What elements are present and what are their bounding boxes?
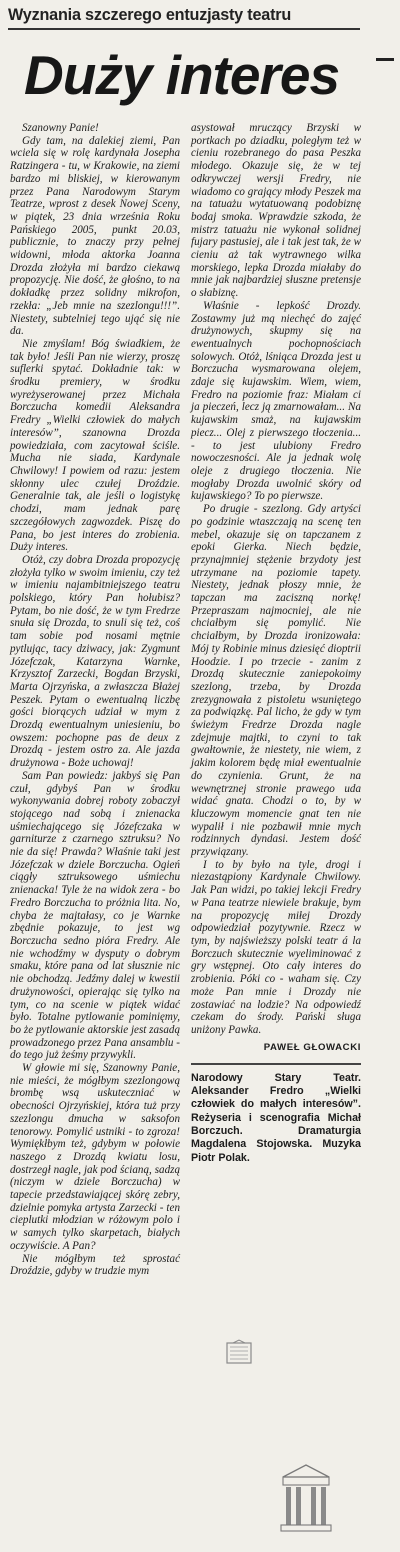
paragraph: asystował mruczący Brzyski w portkach po dziadku, poległym też w cieniu rozebranego do pasa Peszka młodego. Okazuje się, że w tej odkrywczej wersji Fredry, nie wiadomo co grający młody Peszek ma na tatuażu wytatuowaną podobiznę bodaj smoka. Wprawdzie szkoda, że mistrz tatuażu nie wykonał solidnej fujary pastusiej, ale i tak jest tak, że w cieniu aż tak wytrawnego wilka morskiego, lepka Drozda miałaby do mnie jak najbardziej słuszne pretensje o słabiznę. (191, 122, 361, 300)
paragraph: Właśnie - lepkość Drozdy. Zostawmy już mą niechęć do zajęć drużynowych, skupmy się na ewentualnych pochopnościach solowych. Otóż, lśniąca Drozda jest u Borczucha wysmarowana olejem, zdaje się kujawskim. Wiem, wiem, Fredro na poziomie fraz: Miałam ci ja pieczeń, lecz ją zmarnowałam... Na kujawskim smaż, na kujawskim piecz... Olej z pierwszego tłoczenia... - to jest ulubiony Fredro nowoczesności. Ale ja jednak wolę oleje z drugiego tłoczenia. Nie mogłaby Drozda uwolnić skóry od kujawskiego? To po pierwsze. (191, 299, 361, 503)
paragraph: I to by było na tyle, drogi i niezastąpiony Kardynale Chwilowy. Jak Pan widzi, po takiej lekcji Fredry w Pana teatrze niewiele brakuje, bym na propozycję miłej Drozdy odpowiedział pozytywnie. Rzecz w tym, by najświeższy polski teatr á la Borczuch skutecznie wyeliminować z gry wstępnej. Oto cały interes do zrobienia. Póki co - waham się. Czy może Pan mnie i Drozdy nie zostawiać na lodzie? Na odpowiedź czekam do środy. Pański sługa uniżony Pawka. (191, 858, 361, 1036)
paragraph: Nie zmyślam! Bóg świadkiem, że tak było! Jeśli Pan nie wierzy, proszę suflerki spytać. Dokładnie tak: w środku premiery, w środku wyreżyserowanej przez Michała Borczucha komedii Aleksandra Fredry „Wielki człowiek do małych interesów”, szanowna Drozda powiedziała, com zacytował ściśle. Mucha nie siada, Kardynale Chwilowy! I powiem od razu: jestem skłonny ulec czułej Droździe. Generalnie tak, ale jeśli o logistykę chodzi, mam jednak parę szczegółowych zagwozdek. Piszę do Pana, bo jest interes do zrobienia. Duży interes. (10, 337, 180, 554)
paragraph: Nie mógłbym też sprostać Droździe, gdyby w trudzie mym (10, 1252, 180, 1278)
paragraph: W głowie mi się, Szanowny Panie, nie mieści, że mógłbym szezlongową brombę wsą uskuteczniać w obecności Ojrzyńskiej, która tuż przy szezlongu dmucha w saksofon tenorowy. Pomylić ustniki - to zgroza! Wymiękłbym też, gdybym w połowie naszego z Drozdą kwiatu losu, dostrzegł nagle, jak pod ścianą, sadzą (niczym w dziele Borczucha) w tapecie przedstawiającej skórę zebry, dzielnie pomyka artysta Zarzecki - ten cieplutki młodzian w różowym polo i w samych tylko skarpetach, białych oczywiście. A Pan? (10, 1062, 180, 1252)
paragraph: Gdy tam, na dalekiej ziemi, Pan wciela się w rolę kardynała Josepha Ratzingera - tu, w Krakowie, na ziemi bardzo mi bliskiej, w kierowanym przez Pana Narodowym Starym Teatrze, wprost z desek Nowej Sceny, w piątek, 23 dnia września Roku Pańskiego 2005, punkt 20.03, publicznie, to znaczy przy pełnej widowni, młoda aktorka Joanna Drozda złożyła mi bardzo ciekawą propozycję. Nie dość, że głośno, to na dokładkę przez solidny mikrofon, rzekła: „Jeb mnie na szezlongu!!!”. Niestety, subtelniej tego ująć się nie da. (10, 134, 180, 338)
library-stamp-small-icon (224, 1338, 254, 1368)
margin-dash (376, 58, 394, 61)
kicker-rule (8, 28, 360, 30)
info-divider (191, 1063, 361, 1065)
paragraph: Otóż, czy dobra Drozda propozycję złożyła tylko w swoim imieniu, czy też w imieniu najambitniejszego teatru polskiego, który Pan hołubisz? Pytam, bo nie dość, że w tym Fredrze snuła się Drozda, to snuli się też, coś tam sobie pod nosami mętnie pytlując, tacy dziwacy, jak: Zygmunt Józefczak, Katarzyna Warnke, Krzysztof Zarzecki, Bogdan Brzyski, Marta Ojrzyńska, a zwłaszcza Błażej Peszek. Pytam o ewentualną liczbę gości biorących udział w mym z Drozdą ewentualnym uniesieniu, bo owszem: pochopne pas de deux z Drozdą - jestem ostro za. Ale jazda drużynowa - Boże uchowaj! (10, 553, 180, 770)
paragraph: Sam Pan powiedz: jakbyś się Pan czuł, gdybyś Pan w środku wykonywania dobrej roboty zobaczył stojącego nad sobą i znienacka uśmiechającego się Józefczaka w garniturze z czarnego sztruksu? No nie da się! Prawda? Właśnie taki jest Józefczak w dziele Borczucha. Ogień ciągły sztruksowego uśmiechu znienacka! Tyle że na widok zera - bo Fredro Borczucha to próżnia lita. No, chyba że majtałasy, co je Warnke zbędnie pokazuje, to jest wg Borczucha sedno pióra Fredry. Ale nie wchodźmy w dysputy o dobrym smaku, które pana od lat słusznie nic nie obchodzą. Jedźmy dalej w kwestii drużynowości, opierając się tylko na tym, co na scenie w piątek widać było. Totalne pytlowanie pominięmy, bo że pytlowanie aktorskie jest zasadą prowadzonego przez Pana ansamblu - do tego już żeśmy przywykli. (10, 769, 180, 1062)
library-stamp-icon (277, 1461, 335, 1535)
article-column-left (10, 122, 180, 1278)
author-byline: PAWEŁ GŁOWACKI (263, 1041, 361, 1053)
paragraph: Szanowny Panie! (22, 122, 99, 134)
kicker: Wyznania szczerego entuzjasty teatru (8, 6, 292, 24)
production-info: Narodowy Stary Teatr. Aleksander Fredro „Wielki człowiek do małych interesów”. Reżyseria i scenografia Michał Borczuch. Dramaturgia Magdalena Stojowska. Muzyka Piotr Polak. (191, 1071, 361, 1164)
headline: Duży interes (24, 44, 340, 106)
paragraph: Po drugie - szezlong. Gdy artyści po godzinie wtaszczają na scenę ten mebel, okazuje się on tapczanem z epoki Gierka. Niech będzie, przynajmniej stężenie brzydoty jest utrzymane na poziomie tapety. Niestety, jednak płoszy mnie, że tapczan ma zaciszną norkę! Przepraszam najmocniej, ale nie chciałbym się pomylić. Nie chciałbym, by Drozda ironizowała: Mój ty Robinie minus dziesięć dioptrii Hoodzie. I po trzecie - zanim z Drozdą skutecznie zaniepokoimy szezlong, trzeba, by Drozda zrezygnowała z pistoletu wsuniętego za podwiązkę. Pal licho, że gdy w tym świeżym Fredrze Drozda nagle zdejmuje majtki, to czyni to tak gwałtownie, że niestety, nie wiem, z jakim kolorem będę miał ewentualnie do czynienia. Grunt, że na wewnętrznej stronie prawego uda widać gnata. Chodzi o to, by w kluczowym momencie gnat ten nie wypalił i nie pozbawił mnie mych rodzinnych dyndasi. Jestem dość przywiązany. (191, 503, 361, 859)
article-column-right (191, 122, 361, 1165)
